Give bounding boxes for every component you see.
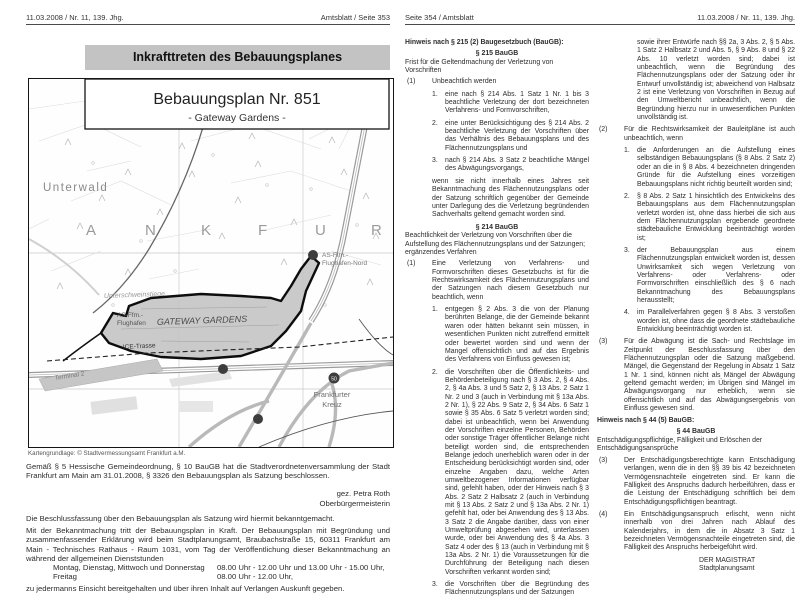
text-block bbox=[405, 59, 589, 76]
item-text: Ein Entschädigungsanspruch erlischt, wenn nicht innerhalb von drei Jahren nach Ablauf des Kalenderjahrs, in dem die in Absatz 3 Satz 1 bezeichneten Vermögensnachteile eingetreten sind, die Fälligkeit des Anspruchs herbeigeführt wird. bbox=[624, 510, 795, 552]
item-number: 2. bbox=[432, 368, 438, 376]
junction-badge bbox=[308, 250, 318, 260]
item-text: DER MAGISTRAT bbox=[699, 556, 756, 564]
item-number: 1. bbox=[432, 90, 438, 98]
legal-item bbox=[597, 338, 795, 413]
hours-row bbox=[26, 563, 390, 572]
legal-item bbox=[405, 78, 589, 86]
svg-text:A: A bbox=[86, 222, 97, 239]
page-right-header-date: 11.03.2008 / Nr. 11, 139. Jhg. bbox=[697, 13, 795, 22]
legal-item bbox=[624, 247, 795, 305]
item-text: wenn sie nicht innerhalb eines Jahres seit Bekanntmachung des Flächennutzungsplans oder der Satzung schriftlich gegenüber der Gemeinde unter Darlegung des die Verletzung begründenden Sachverhalts geltend gemacht worden sind. bbox=[432, 177, 589, 219]
item-text: Beachtlichkeit der Verletzung von Vorschriften über die Aufstellung des Flächennutzungsplans und der Satzungen; ergänzendes Verfahren bbox=[405, 232, 586, 257]
map-title-box bbox=[85, 79, 389, 129]
city-name-letters bbox=[86, 222, 382, 239]
terminal-label: Terminal 2 bbox=[54, 370, 85, 382]
legal-item bbox=[624, 309, 795, 334]
item-text: Hinweis nach § 44 (5) BauGB: bbox=[597, 417, 695, 425]
hours-time: 08.00 Uhr - 12.00 Uhr, bbox=[217, 572, 294, 582]
page-right-header-rule bbox=[405, 24, 795, 25]
svg-text:R: R bbox=[371, 222, 382, 239]
text-block bbox=[699, 565, 795, 573]
announcement-paragraph: Die Beschlussfassung über den Bebauungsplan als Satzung wird hiermit bekanntgemacht. bbox=[26, 514, 335, 523]
hours-row bbox=[26, 572, 390, 581]
legal-column-2 bbox=[597, 39, 795, 573]
svg-text:F: F bbox=[258, 222, 268, 239]
item-number: 3. bbox=[432, 581, 438, 589]
item-number: (3) bbox=[599, 338, 608, 346]
plan-area-label: GATEWAY GARDENS bbox=[156, 313, 248, 327]
text-block bbox=[699, 557, 795, 565]
legal-item bbox=[597, 457, 795, 507]
map-subtitle: - Gateway Gardens - bbox=[188, 112, 286, 124]
signature-title: Oberbürgermeisterin bbox=[319, 498, 390, 508]
item-text: der Bebauungsplan aus einem Flächennutzungsplan entwickelt worden ist, dessen Unwirksamkeit sich wegen Verletzung von Verfahrens- oder Verfahrens- oder Formvorschriften einschließlich des § 6 nach Bekanntmachung des Bebauungsplans herausstellt; bbox=[637, 246, 795, 304]
legal-item bbox=[432, 157, 589, 174]
legal-item bbox=[432, 91, 589, 116]
signature-name: gez. Petra Roth bbox=[336, 489, 390, 498]
svg-text:K: K bbox=[201, 222, 212, 239]
item-text: § 215 BauGB bbox=[475, 49, 519, 57]
item-number: 2. bbox=[432, 119, 438, 127]
item-text: im Parallelverfahren gegen § 8 Abs. 3 verstoßen worden ist, ohne dass die geordnete städtebauliche Entwicklung beeinträchtigt worden ist. bbox=[637, 309, 795, 333]
text-block bbox=[405, 232, 589, 257]
legal-item bbox=[624, 193, 795, 243]
text-block bbox=[405, 224, 589, 232]
text-block bbox=[597, 428, 795, 436]
legal-item bbox=[624, 147, 795, 189]
item-text: Frist für die Geltendmachung der Verletzung von Vorschriften bbox=[405, 58, 554, 75]
item-number: 3. bbox=[624, 246, 630, 254]
rail-label: ICE-Trasse bbox=[122, 342, 156, 351]
inspection-paragraph: zu jedermanns Einsicht bereitgehalten und über ihren Inhalt auf Verlangen Auskunft gegeben. bbox=[26, 584, 345, 593]
svg-text:50: 50 bbox=[331, 376, 337, 383]
page-left-header-date: 11.03.2008 / Nr. 11, 139. Jhg. bbox=[26, 13, 124, 22]
item-text: § 44 BauGB bbox=[676, 428, 716, 436]
item-number: (4) bbox=[599, 510, 608, 518]
page-title: Inkrafttreten des Bebauungsplanes bbox=[85, 45, 390, 70]
opening-hours bbox=[26, 563, 390, 582]
item-text: Stadtplanungsamt bbox=[699, 564, 755, 572]
signature-block bbox=[200, 489, 390, 508]
legal-column-1 bbox=[405, 39, 589, 600]
forest-label: Unterwald bbox=[43, 182, 109, 194]
legal-item bbox=[432, 581, 589, 598]
item-text: Für die Abwägung ist die Sach- und Rechtslage im Zeitpunkt der Beschlussfassung über den Flächennutzungsplan oder die Satzung maßgebend. Mängel, die Gegenstand der Regelung in Absatz 1 Satz 1 Nr. 1 sind, können nicht als Mängel der Abwägung geltend gemacht werden; im Übrigen sind Mängel im Abwägungsvorgang nur erheblich, wenn sie offensichtlich und auf das Abwägungsergebnis von Einfluss gewesen sind. bbox=[624, 338, 795, 413]
item-number: 3. bbox=[432, 157, 438, 165]
item-number: 2. bbox=[624, 192, 630, 200]
motorway-badge-2 bbox=[253, 414, 263, 424]
item-text: entgegen § 2 Abs. 3 die von der Planung berührten Belange, die der Gemeinde bekannt waren oder hätten bekannt sein müssen, in wesentlichen Punkten nicht zutreffend ermittelt oder bewertet worden sind und wenn der Mangel offensichtlich und auf das Ergebnis des Verfahrens von Einfluss gewesen ist; bbox=[445, 306, 589, 364]
hours-time: 08.00 Uhr - 12.00 Uhr und 13.00 Uhr - 15.00 Uhr, bbox=[217, 563, 385, 572]
item-text: Für die Rechtswirksamkeit der Bauleitpläne ist auch unbeachtlich, wenn bbox=[624, 126, 795, 142]
text-block bbox=[637, 39, 795, 122]
item-number: (1) bbox=[407, 78, 416, 86]
effect-paragraph: Mit der Bekanntmachung tritt der Bebauungsplan in Kraft. Der Bebauungsplan mit Begründung und zusammenfassender Erklärung wird beim Stadtplanungsamt, Braubachstraße 15, 60311 Frankfurt am Main - Technisches Rathaus - Raum 1031, vom Tag der Veröffentlichung dieser Bekanntmachung an während der allgemeinen Dienststunden bbox=[26, 526, 390, 563]
item-number: 1. bbox=[624, 147, 630, 155]
item-text: die Vorschriften über die Begründung des Flächennutzungsplans und der Satzungen bbox=[445, 581, 589, 597]
road-label: Unterschweinstiege bbox=[103, 290, 166, 300]
hours-days: Freitag bbox=[53, 572, 77, 582]
item-text: nach § 214 Abs. 3 Satz 2 beachtliche Mängel des Abwägungsvorgangs, bbox=[445, 157, 589, 173]
junction-plan-label-2: Flughafen bbox=[117, 320, 146, 327]
item-text: Eine Verletzung von Verfahrens- und Formvorschriften dieses Gesetzbuchs ist für die Rechtswirksamkeit des Flächennutzungsplans und der Satzungen nach diesem Gesetzbuch nur beachtlich, wenn bbox=[432, 260, 589, 301]
legal-item bbox=[597, 126, 795, 143]
page-right-header-page: Seite 354 / Amtsblatt bbox=[405, 13, 474, 22]
hours-days: Montag, Dienstag, Mittwoch und Donnerstag bbox=[53, 563, 205, 572]
item-text: § 8 Abs. 2 Satz 1 hinsichtlich des Entwickelns des Bebauungsplans aus dem Flächennutzungsplan verletzt worden ist, ohne dass hierbei die sich aus dem Flächennutzungsplan ergebende geordnete städtebauliche Entwicklung beeinträchtigt worden ist; bbox=[637, 192, 795, 242]
legal-item bbox=[597, 511, 795, 553]
svg-text:N: N bbox=[145, 222, 156, 239]
item-number: (1) bbox=[407, 260, 416, 268]
airport-shape-2 bbox=[179, 401, 213, 412]
text-block bbox=[597, 417, 795, 425]
item-text: eine nach § 214 Abs. 1 Satz 1 Nr. 1 bis 3 beachtliche Verletzung der dort bezeichneten Verfahrens- und Formvorschriften, bbox=[445, 90, 589, 115]
legal-item bbox=[432, 120, 589, 153]
interchange-label-2: Kreuz bbox=[322, 400, 342, 409]
item-text: die Vorschriften über die Öffentlichkeits- und Behördenbeteiligung nach § 3 Abs. 2, § 4 Abs. 2, § 4a Abs. 3 und 5 Satz 2, § 13 Abs. 2 Satz 1 Nr. 2 und 3 (auch in Verbindung mit § 13a Abs. 2 Nr. 1), § 22 Abs. 9 Satz 2, § 34 Abs. 6 Satz 1 sowie § 35 Abs. 6 Satz 5 verletzt worden sind; dabei ist unbeachtlich, wenn bei Anwendung der Vorschriften einzelne Personen, Behörden oder sonstige Träger öffentlicher Belange nicht beteiligt worden sind, die entsprechenden Belange jedoch unerheblich waren oder in der Entscheidung berücksichtigt worden sind, oder einzelne Angaben dazu, welche Arten umweltbezogener Informationen verfügbar sind, gefehlt haben, oder der Hinweis nach § 3 Abs. 2 Satz 2 Halbsatz 2 (auch in Verbindung mit § 13 Abs. 2 Satz 2 und § 13a Abs. 2 Nr. 1) gefehlt hat, oder bei Anwendung des § 13 Abs. 3 Satz 2 die Angabe darüber, dass von einer Umweltprüfung abgesehen wird, unterlassen wurde, oder bei Anwendung des § 4a Abs. 3 Satz 4 oder des § 13 (auch in Verbindung mit § 13a Abs. 2 Nr. 1) die Voraussetzungen für die Durchführung der Beteiligung nach diesen Vorschriften verkannt worden sind; bbox=[445, 368, 589, 576]
item-text: die Anforderungen an die Aufstellung eines selbständigen Bebauungsplans (§ 8 Abs. 2 Satz 2) oder an die in § 8 Abs. 4 bezeichneten dringenden Gründe für die Aufstellung eines vorzeitigen Bebauungsplans nicht richtig beurteilt worden sind; bbox=[637, 147, 795, 188]
item-number: 4. bbox=[624, 309, 630, 317]
text-block bbox=[405, 50, 589, 58]
legal-item bbox=[432, 306, 589, 364]
text-block bbox=[597, 437, 795, 454]
item-number: (3) bbox=[599, 456, 608, 464]
text-block bbox=[405, 39, 589, 47]
map-caption: Kartengrundlage: © Stadtvermessungsamt Frankfurt a.M. bbox=[28, 450, 186, 457]
legal-item bbox=[405, 260, 589, 302]
item-text: Entschädigungspflichtige, Fälligkeit und Erlöschen der Entschädigungsansprüche bbox=[597, 437, 763, 453]
item-text: Hinweis nach § 215 (2) Baugesetzbuch (BauGB): bbox=[405, 39, 564, 46]
map-title: Bebauungsplan Nr. 851 bbox=[153, 91, 321, 108]
interchange-label-1: Frankfurter bbox=[313, 390, 351, 399]
motorway-badge-50 bbox=[329, 373, 340, 384]
junction-plan-label-1: AS-Ffm.- bbox=[117, 312, 143, 319]
airport-shape bbox=[90, 396, 137, 415]
page-left-header-rule bbox=[26, 24, 390, 25]
item-number: 1. bbox=[432, 306, 438, 314]
minor-road bbox=[29, 239, 99, 295]
map-figure bbox=[28, 78, 394, 448]
resolution-paragraph: Gemäß § 5 Hessische Gemeindeordnung, § 10 BauGB hat die Stadtverordnetenversammlung der Stadt Frankfurt am Main am 31.01.2008, § 3326 den Bebauungsplan als Satzung beschlossen. bbox=[26, 462, 390, 481]
item-text: sowie ihrer Entwürfe nach §§ 2a, 3 Abs. 2, § 5 Abs. 1 Satz 2 Halbsatz 2 und Abs. 5, § 9 Abs. 8 und § 22 Abs. 10 verletzt worden sind; dabei ist unbeachtlich, wenn die Begründung des Flächennutzungsplans oder der Satzung oder ihr Entwurf unvollständig ist; abweichend von Halbsatz 2 ist eine Verletzung von Vorschriften in Bezug auf den Umweltbericht unbeachtlich, wenn die Begründung hierzu nur in unwesentlichen Punkten unvollständig ist. bbox=[637, 39, 795, 122]
item-text: § 214 BauGB bbox=[475, 223, 519, 231]
page-left-header-page: Amtsblatt / Seite 353 bbox=[320, 13, 390, 22]
junction-north-label-1: AS-Ffm.- bbox=[322, 252, 348, 259]
text-block bbox=[432, 178, 589, 220]
item-text: Der Entschädigungsberechtigte kann Entschädigung verlangen, wenn die in den §§ 39 bis 42 bezeichneten Vermögensnachteile eingetreten sind. Er kann die Fälligkeit des Anspruchs dadurch herbeiführen, dass er die Leistung der Entschädigung schriftlich bei dem Entschädigungspflichtigen beantragt. bbox=[624, 456, 795, 506]
item-number: (2) bbox=[599, 126, 608, 134]
item-text: Unbeachtlich werden bbox=[432, 78, 497, 86]
svg-text:U: U bbox=[315, 222, 326, 239]
junction-north-label-2: Flughafen-Nord bbox=[322, 260, 368, 267]
motorway-badge bbox=[218, 364, 228, 374]
map-canvas bbox=[29, 79, 393, 447]
legal-item bbox=[432, 369, 589, 578]
item-text: eine unter Berücksichtigung des § 214 Abs. 2 beachtliche Verletzung der Vorschriften über das Verhältnis des Bebauungsplans und des Flächennutzungsplans und bbox=[445, 119, 589, 152]
